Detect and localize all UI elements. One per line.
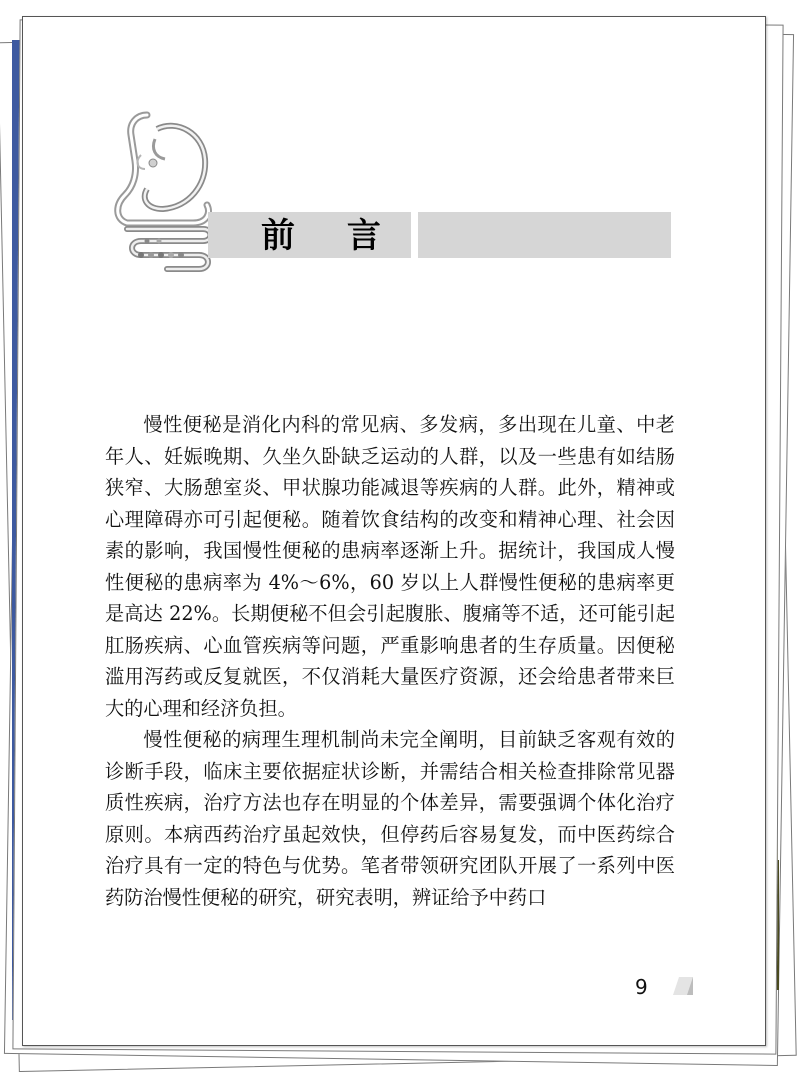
page-number: 9 xyxy=(635,975,648,999)
book-page xyxy=(22,16,766,1046)
paragraph: 慢性便秘的病理生理机制尚未完全阐明，目前缺乏客观有效的诊断手段，临床主要依据症状诊断，并需结合相关检查排除常见器质性疾病，治疗方法也存在明显的个体差异，需要强调个体化治疗原则。本病西药治疗虽起效快，但停药后容易复发，而中医药综合治疗具有一定的特色与优势。笔者带领研究团队开展了一系列中医药防治慢性便秘的研究，研究表明，辨证给予中药口 xyxy=(105,728,675,909)
title-bar-right xyxy=(418,212,671,258)
digestive-tract-icon xyxy=(107,109,217,277)
body-text xyxy=(105,409,675,913)
paragraph: 慢性便秘是消化内科的常见病、多发病，多出现在儿童、中老年人、妊娠晚期、久坐久卧缺乏运动的人群，以及一些患有如结肠狭窄、大肠憩室炎、甲状腺功能减退等疾病的人群。此外，精神或心理障碍亦可引起便秘。随着饮食结构的改变和精神心理、社会因素的影响，我国慢性便秘的患病率逐渐上升。据统计，我国成人慢性便秘的患病率为 4%～6%，60 岁以上人群慢性便秘的患病率更是高达 22%。长期便秘不但会引起腹胀、腹痛等不适，还可能引起肛肠疾病、心血管疾病等问题，严重影响患者的生存质量。因便秘滥用泻药或反复就医，不仅消耗大量医疗资源，还会给患者带来巨大的心理和经济负担。 xyxy=(105,413,675,720)
page-title: 前 言 xyxy=(261,216,401,256)
page-corner-icon xyxy=(673,977,693,995)
